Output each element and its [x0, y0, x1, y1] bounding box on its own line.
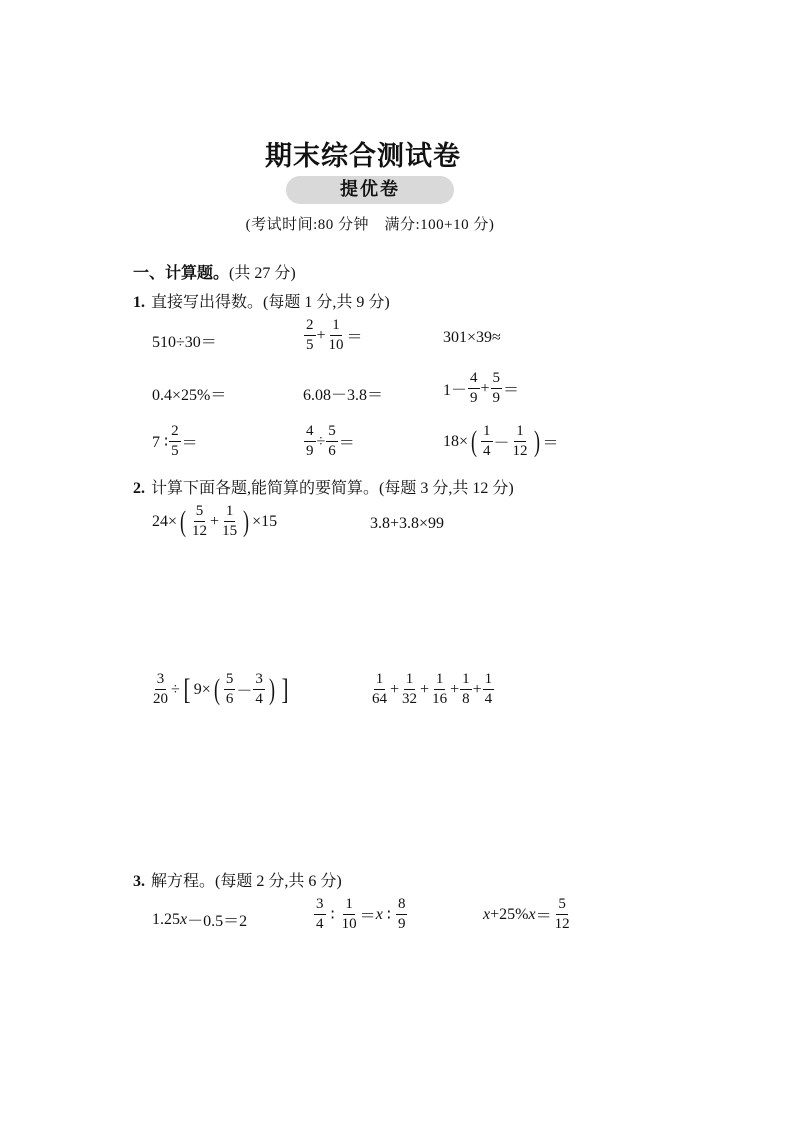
fraction: $\frac{1}{10}$	[328, 317, 344, 353]
fraction: $\frac{2}{5}$	[171, 423, 179, 459]
q2-item-d: $\frac{1}{64}$ + $\frac{1}{32}$ + $\frac{1}{16}$ + $\frac{1}{8}$ + $\frac{1}{4}$	[372, 671, 493, 707]
section-heading	[133, 260, 296, 283]
question-number: 2.	[133, 480, 145, 497]
fraction: $\frac{1}{4}$	[483, 423, 491, 459]
q1-item-i: 18× ( $\frac{1}{4}$ － $\frac{1}{12}$ ) ＝	[443, 423, 559, 459]
fraction: $\frac{1}{4}$	[484, 671, 493, 707]
q2-item-c: $\frac{3}{20}$ ÷ [ 9× ( $\frac{5}{6}$ － $\frac{3}{4}$ ) ]	[153, 671, 289, 707]
question-1-heading	[133, 289, 390, 312]
page-title: 期末综合测试卷	[265, 141, 461, 172]
question-text: 直接写出得数。(每题 1 分,共 9 分)	[151, 294, 390, 311]
question-2-heading	[133, 475, 514, 498]
q3-item-c: x +25% x ＝ $\frac{5}{12}$	[483, 896, 570, 932]
q1-item-h: $\frac{4}{9}$ ÷ $\frac{5}{6}$ ＝	[306, 423, 355, 459]
subtitle-badge: 提优卷	[286, 176, 454, 204]
fraction: $\frac{8}{9}$	[397, 896, 406, 932]
question-text: 计算下面各题,能简算的要简算。(每题 3 分,共 12 分)	[151, 480, 514, 497]
q1-item-g: 7 ∶ $\frac{2}{5}$ ＝	[152, 423, 198, 459]
fraction: $\frac{3}{20}$	[153, 671, 168, 707]
fraction: $\frac{3}{4}$	[316, 896, 324, 932]
fraction: $\frac{1}{10}$	[341, 896, 357, 932]
fraction: $\frac{5}{12}$	[554, 896, 570, 932]
fraction: $\frac{1}{32}$	[402, 671, 418, 707]
fraction: $\frac{2}{5}$	[306, 317, 314, 353]
q2-item-a: 24× ( $\frac{5}{12}$ + $\frac{1}{15}$ ) ×15	[152, 503, 278, 539]
fraction: $\frac{5}{6}$	[225, 671, 234, 707]
question-3-heading	[133, 868, 342, 891]
q2-item-b: 3.8+3.8×99	[370, 515, 445, 532]
fraction: $\frac{1}{64}$	[372, 671, 387, 707]
question-number: 1.	[133, 294, 145, 311]
q1-item-f: 1－ $\frac{4}{9}$ + $\frac{5}{9}$ ＝	[443, 370, 520, 406]
fraction: $\frac{3}{4}$	[255, 671, 263, 707]
section-title: 一、计算题。	[133, 265, 230, 282]
section-points: (共 27 分)	[229, 265, 296, 282]
exam-info: (考试时间:80 分钟 满分:100+10 分)	[245, 217, 495, 233]
fraction: $\frac{1}{12}$	[512, 423, 528, 459]
q1-item-d: 0.4×25%＝	[152, 387, 227, 404]
q1-item-a: 510÷30＝	[152, 334, 217, 351]
q3-item-a: 1.25 x －0.5＝2	[152, 910, 248, 930]
q3-item-b: $\frac{3}{4}$ ∶ $\frac{1}{10}$ ＝ x ∶ $\frac{8}{9}$	[316, 896, 406, 932]
q1-item-b: $\frac{2}{5}$ + $\frac{1}{10}$ ＝	[306, 317, 363, 353]
fraction: $\frac{4}{9}$	[470, 370, 478, 406]
q1-item-c: 301×39≈	[443, 329, 501, 346]
fraction: $\frac{5}{12}$	[192, 503, 208, 539]
fraction: $\frac{5}{9}$	[492, 370, 501, 406]
fraction: $\frac{1}{15}$	[222, 503, 238, 539]
question-text: 解方程。(每题 2 分,共 6 分)	[151, 873, 342, 890]
fraction: $\frac{1}{8}$	[462, 671, 470, 707]
fraction: $\frac{5}{6}$	[328, 423, 336, 459]
fraction: $\frac{4}{9}$	[306, 423, 314, 459]
question-number: 3.	[133, 873, 145, 890]
fraction: $\frac{1}{16}$	[432, 671, 448, 707]
q1-item-e: 6.08－3.8＝	[303, 387, 384, 404]
